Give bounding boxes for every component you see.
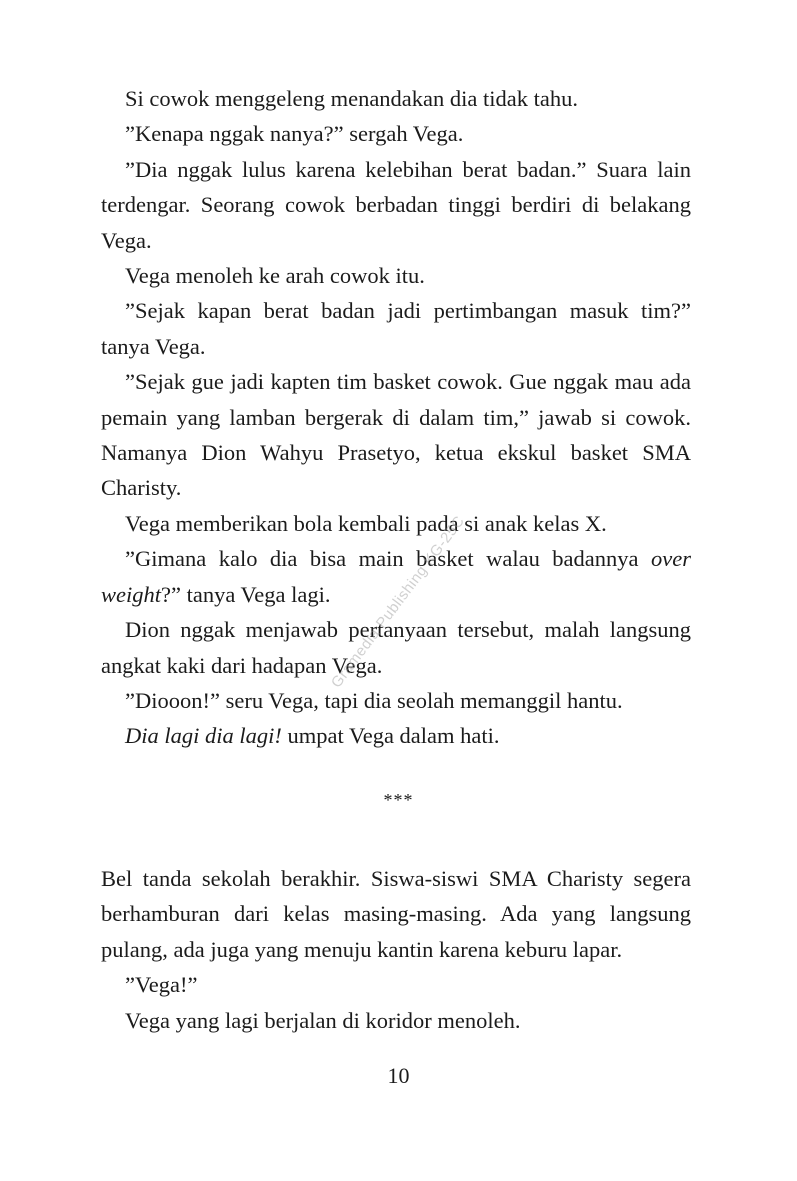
body-text-top [101, 81, 691, 754]
paragraph-first: Bel tanda sekolah berakhir. Siswa-siswi SMA Charisty segera berhamburan dari kelas masing-masing. Ada yang langsung pulang, ada juga yang menuju kantin karena keburu lapar. [101, 866, 691, 962]
page-number: 10 [387, 1063, 410, 1088]
paragraph: Vega memberikan bola kembali pada si anak kelas X. [125, 510, 607, 536]
body-text-bottom [101, 861, 691, 1038]
scene-break: *** [383, 790, 414, 810]
text-span: umpat Vega dalam hati. [281, 723, 500, 749]
paragraph: ”Vega!” [125, 972, 198, 998]
italic-thought: Dia lagi dia lagi! [125, 723, 282, 749]
paragraph: Dion nggak menjawab pertanyaan tersebut, malah langsung angkat kaki dari hadapan Vega. [101, 617, 691, 678]
text-span: ?” tanya Vega lagi. [161, 581, 331, 607]
paragraph: Si cowok menggeleng menandakan dia tidak tahu. [125, 86, 578, 111]
paragraph: ”Diooon!” seru Vega, tapi dia seolah memanggil hantu. [125, 687, 623, 713]
text-span: ”Gimana kalo dia bisa main basket walau badannya [125, 546, 652, 572]
paragraph: ”Dia nggak lulus karena kelebihan berat badan.” Suara lain terdengar. Seorang cowok berbadan tinggi berdiri di belakang Vega. [101, 156, 691, 253]
watermark: Gramedia Publishing KG-25C [327, 512, 469, 692]
paragraph-thought [101, 718, 691, 753]
paragraph: Vega menoleh ke arah cowok itu. [125, 263, 425, 289]
paragraph: ”Sejak kapan berat badan jadi pertimbangan masuk tim?” tanya Vega. [101, 298, 691, 359]
paragraph: ”Kenapa nggak nanya?” sergah Vega. [125, 121, 464, 147]
paragraph: ”Sejak gue jadi kapten tim basket cowok. Gue nggak mau ada pemain yang lamban bergerak di dalam tim,” jawab si cowok. Namanya Dion Wahyu Prasetyo, ketua ekskul basket SMA Charisty. [101, 369, 691, 501]
paragraph: Vega yang lagi berjalan di koridor menoleh. [125, 1007, 521, 1033]
italic-term: over weight [101, 546, 691, 607]
